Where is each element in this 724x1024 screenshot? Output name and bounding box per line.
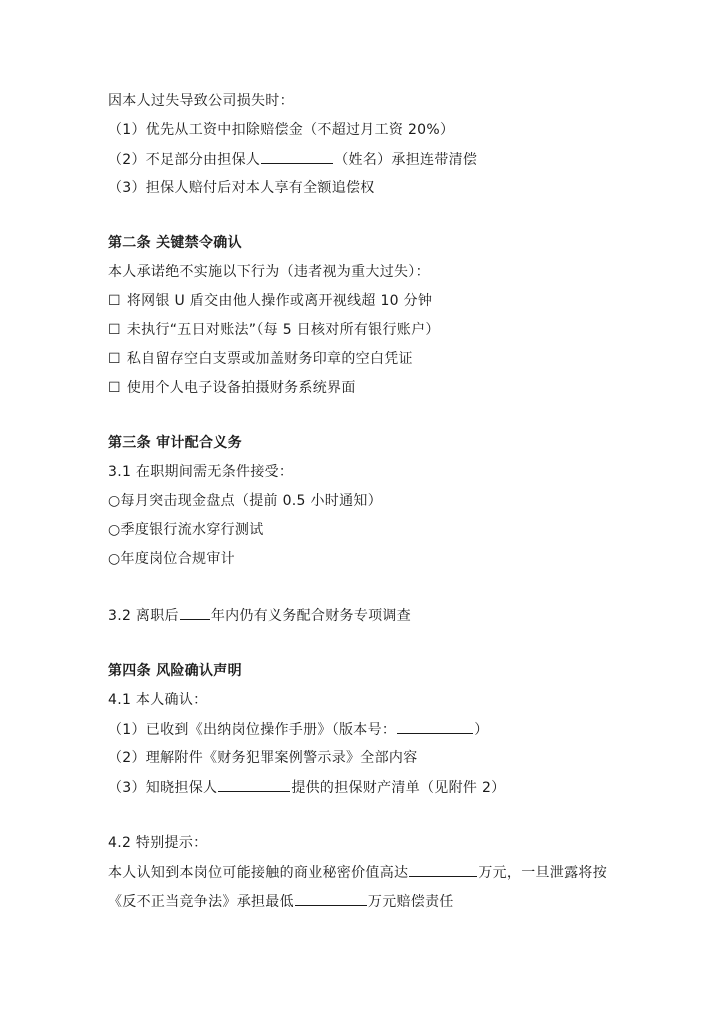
prohibition-item <box>108 320 440 340</box>
radio-icon[interactable]: ○ <box>108 493 121 509</box>
intro-item-1: （1）优先从工资中扣除赔偿金（不超过月工资 20%） <box>108 122 455 138</box>
section-3-2-suffix: 年内仍有义务配合财务专项调查 <box>210 608 412 624</box>
section-3-2 <box>108 605 411 626</box>
confirm-item-1-prefix: （1）已收到《出纳岗位操作手册》（版本号： <box>108 722 397 738</box>
audit-text: 季度银行流水穿行测试 <box>120 522 264 538</box>
article-4-title: 第四条 风险确认声明 <box>108 663 242 679</box>
notice-line-1-prefix: 本人认知到本岗位可能接触的商业秘密价值高达 <box>108 865 409 881</box>
intro-text: 因本人过失导致公司损失时： <box>108 93 294 109</box>
intro-item-2-suffix: （姓名）承担连带清偿 <box>334 152 478 168</box>
prohibition-text: 将网银 U 盾交由他人操作或离开视线超 10 分钟 <box>126 293 433 309</box>
prohibition-item <box>108 378 356 398</box>
audit-item <box>108 491 382 511</box>
confirm-item-2: （2）理解附件《财务犯罪案例警示录》全部内容 <box>108 750 418 766</box>
article-2-title: 第二条 关键禁令确认 <box>108 235 242 251</box>
intro-item-2-prefix: （2）不足部分由担保人 <box>108 152 261 168</box>
notice-line-1-suffix: 万元，一旦泄露将按 <box>478 865 608 881</box>
confirm-item-3 <box>108 777 505 798</box>
checkbox-icon[interactable]: ☐ <box>108 322 121 338</box>
min-compensation-blank[interactable] <box>295 891 367 906</box>
intro-item-3: （3）担保人赔付后对本人享有全额追偿权 <box>108 180 375 196</box>
audit-text: 年度岗位合规审计 <box>120 551 235 567</box>
audit-item <box>108 549 235 569</box>
section-3-2-prefix: 3.2 离职后 <box>108 608 179 624</box>
confirm-item-1-suffix: ） <box>474 722 489 738</box>
checkbox-icon[interactable]: ☐ <box>108 351 121 367</box>
section-4-1: 4.1 本人确认： <box>108 692 208 708</box>
prohibition-text: 私自留存空白支票或加盖财务印章的空白凭证 <box>126 351 413 367</box>
secret-value-blank[interactable] <box>409 862 477 877</box>
years-blank[interactable] <box>180 605 210 620</box>
audit-item <box>108 520 264 540</box>
radio-icon[interactable]: ○ <box>108 522 121 538</box>
audit-text: 每月突击现金盘点（提前 0.5 小时通知） <box>120 493 382 509</box>
confirm-item-1 <box>108 719 489 740</box>
prohibition-item <box>108 349 413 369</box>
prohibition-text: 未执行“五日对账法”（每 5 日核对所有银行账户） <box>126 322 440 338</box>
article-3-title: 第三条 审计配合义务 <box>108 435 242 451</box>
radio-icon[interactable]: ○ <box>108 551 121 567</box>
intro-item-2 <box>108 149 477 170</box>
section-4-2: 4.2 特别提示： <box>108 835 208 851</box>
article-2-lead: 本人承诺绝不实施以下行为（违者视为重大过失）： <box>108 264 430 280</box>
prohibition-text: 使用个人电子设备拍摄财务系统界面 <box>126 380 356 396</box>
notice-line-2-prefix: 《反不正当竞争法》承担最低 <box>108 894 294 910</box>
notice-line-2 <box>108 891 454 912</box>
guarantor-name-blank[interactable] <box>261 149 333 164</box>
notice-line-2-suffix: 万元赔偿责任 <box>367 894 454 910</box>
prohibition-item <box>108 291 432 311</box>
checkbox-icon[interactable]: ☐ <box>108 380 121 396</box>
confirm-item-3-suffix: 提供的担保财产清单（见附件 2） <box>291 780 506 796</box>
version-number-blank[interactable] <box>397 719 473 734</box>
confirm-item-3-prefix: （3）知晓担保人 <box>108 780 218 796</box>
checkbox-icon[interactable]: ☐ <box>108 293 121 309</box>
section-3-1: 3.1 在职期间需无条件接受： <box>108 464 294 480</box>
guarantor-blank[interactable] <box>218 777 290 792</box>
notice-line-1 <box>108 862 607 883</box>
